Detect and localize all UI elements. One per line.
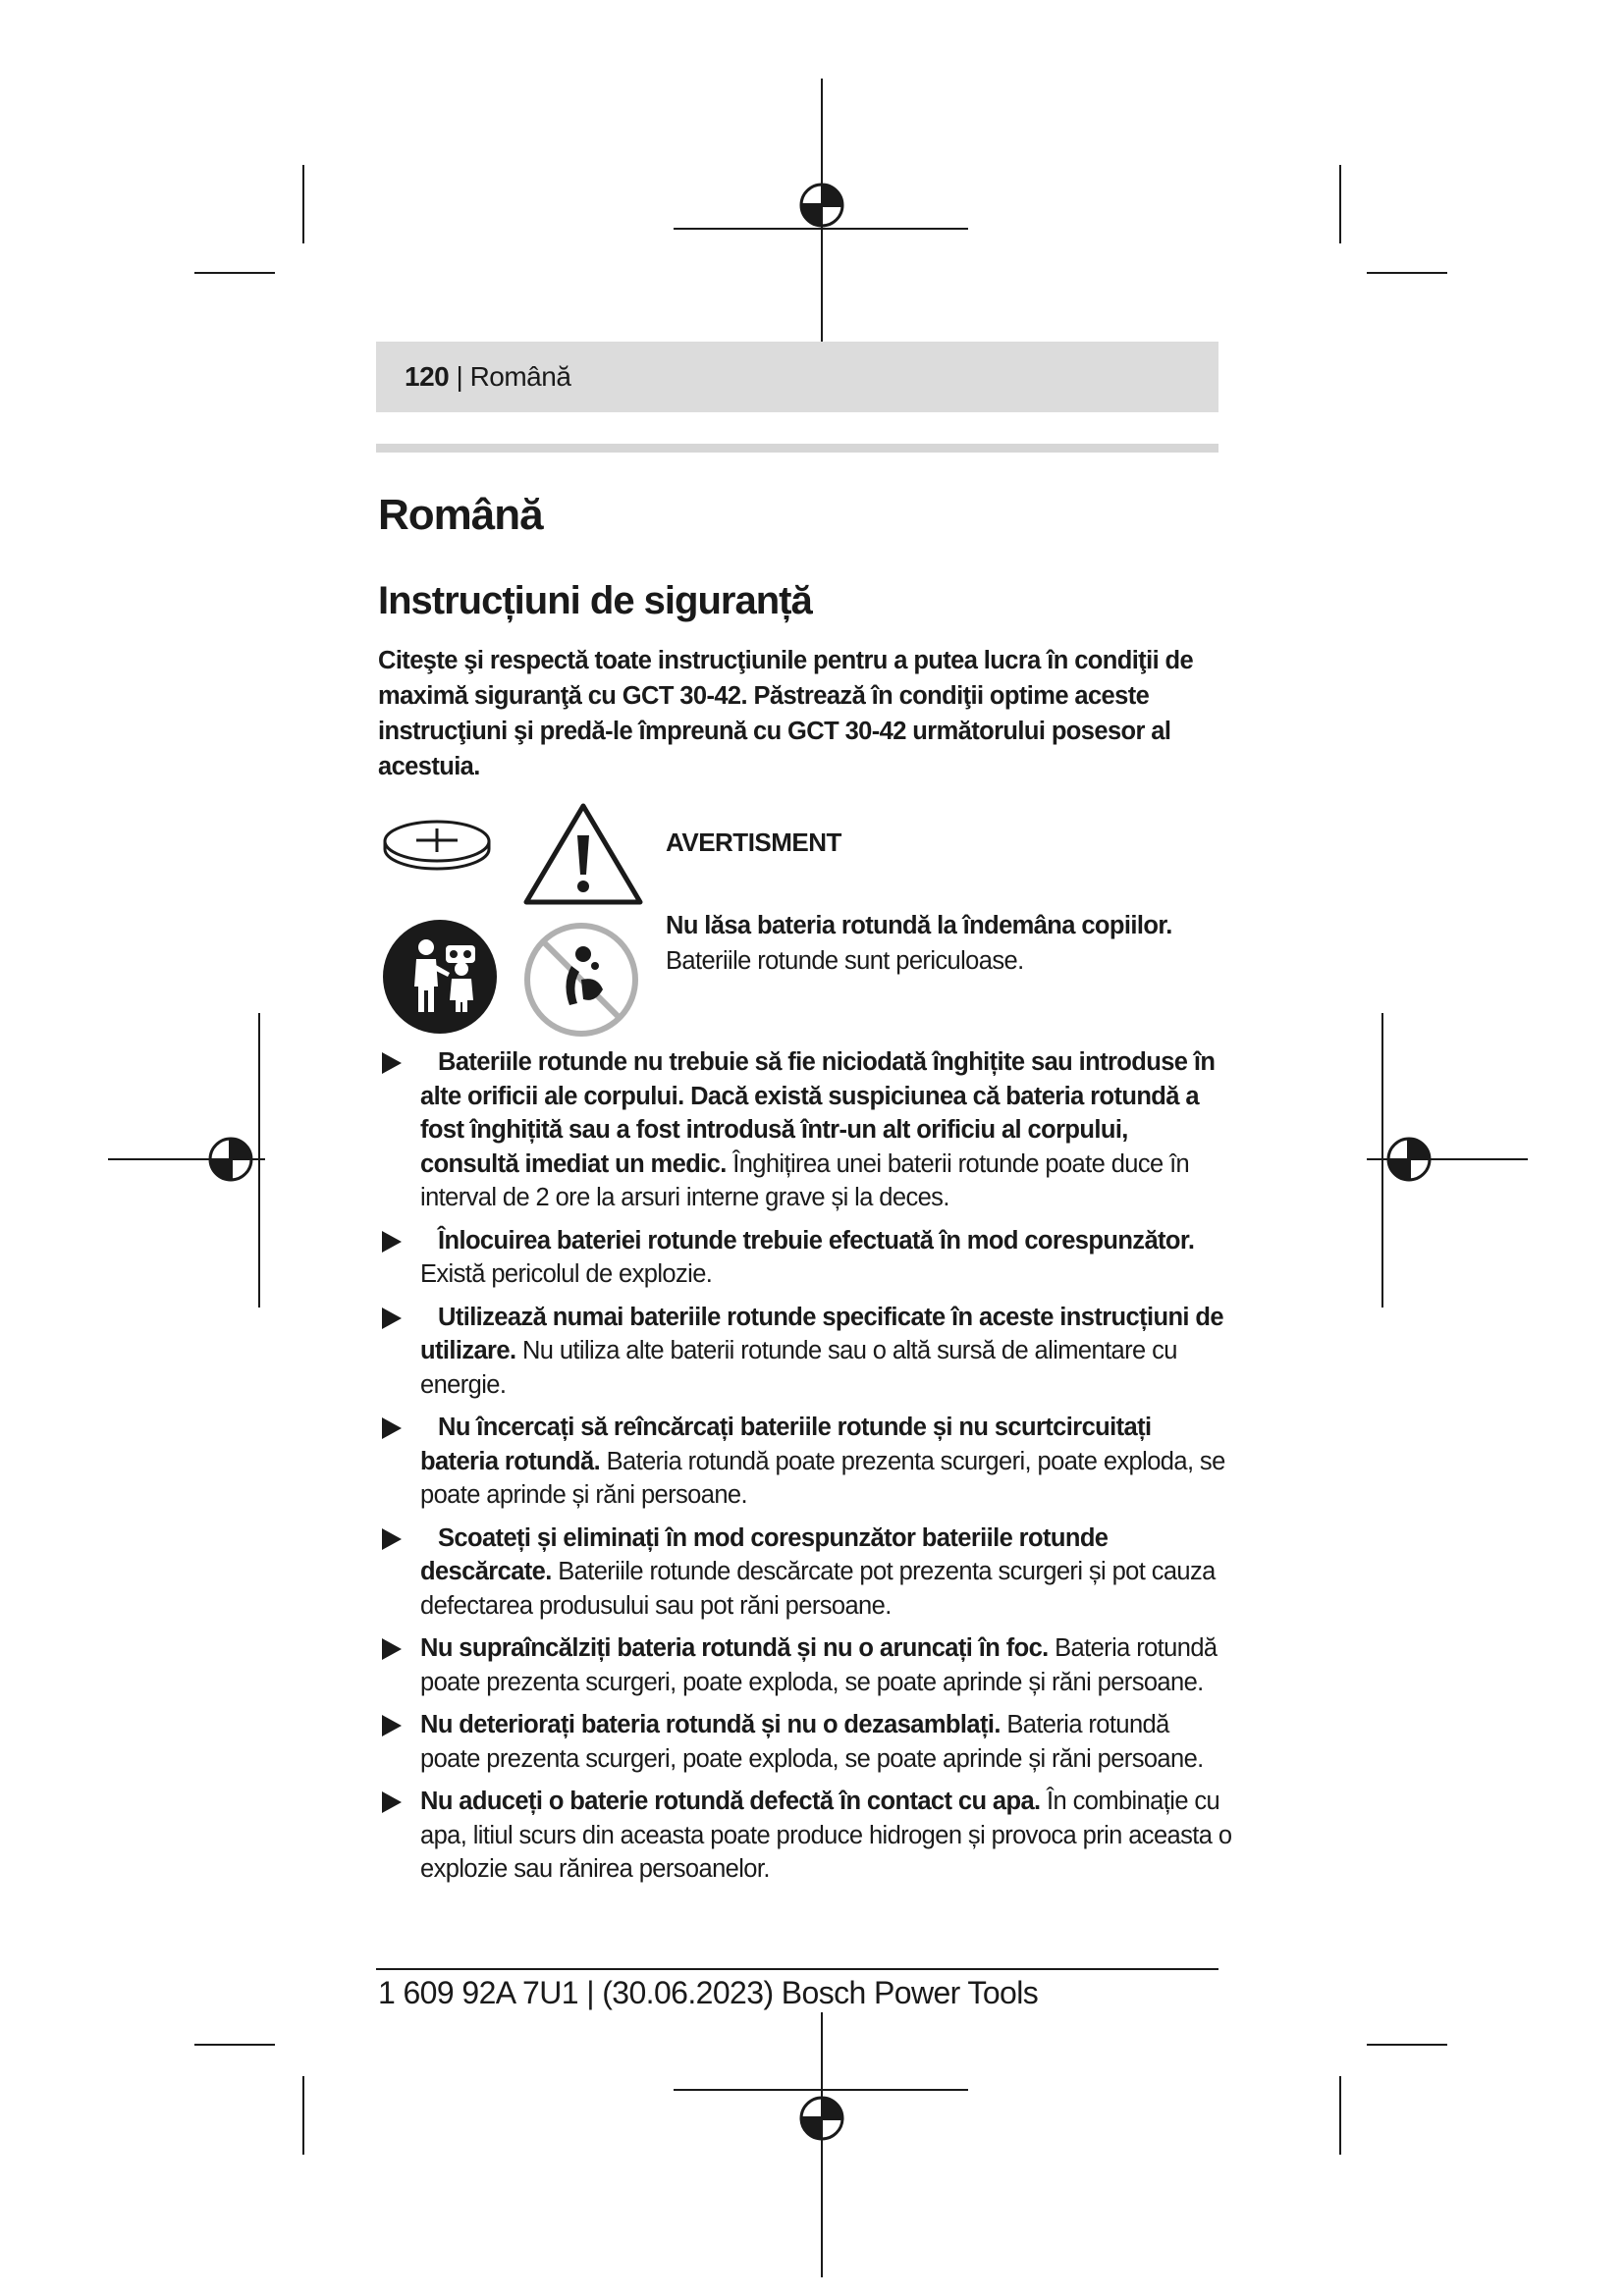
warning-label: AVERTISMENT bbox=[666, 828, 841, 857]
page-number: 120 bbox=[405, 361, 450, 392]
list-item bbox=[378, 1411, 1232, 1513]
warning-body-text: Bateriile rotunde sunt periculoase. bbox=[666, 947, 1024, 975]
bullet-triangle-icon bbox=[382, 1052, 402, 1074]
list-item bbox=[378, 1708, 1232, 1776]
bullet-triangle-icon bbox=[382, 1417, 402, 1439]
list-item bbox=[378, 1631, 1232, 1699]
crop-mark bbox=[302, 165, 304, 243]
list-item bbox=[378, 1224, 1232, 1292]
keep-away-from-children-icon bbox=[381, 918, 499, 1036]
instruction-text: Bateria rotundă poate prezenta scurgeri, poate exploda, se poate aprinde și răni persoane. bbox=[420, 1634, 1218, 1696]
intro-paragraph: Citeşte şi respectă toate instrucţiunile pentru a putea lucra în condiţii de maximă siguranţă cu GCT 30-42. Păstrează în condiţii optime aceste instrucţiuni şi predă-le împreună cu GCT 30-42 următorului posesor al acestuia. bbox=[378, 647, 1194, 780]
registration-mark-icon bbox=[1380, 1130, 1438, 1189]
instruction-bold: Utilizează numai bateriile rotunde specificate în aceste instrucțiuni de utilizare. bbox=[420, 1303, 1223, 1364]
registration-mark-icon bbox=[792, 2089, 851, 2148]
instruction-text: Bateriile rotunde descărcate pot prezenta scurgeri și pot cauza defectarea produsului sau pot răni persoane. bbox=[420, 1558, 1216, 1620]
crop-mark bbox=[302, 2076, 304, 2155]
instruction-text: Nu utiliza alte baterii rotunde sau o altă sursă de alimentare cu energie. bbox=[420, 1337, 1177, 1399]
section-title: Instrucțiuni de siguranță bbox=[378, 579, 812, 622]
crop-mark bbox=[194, 272, 275, 274]
instruction-bold: Bateriile rotunde nu trebuie să fie niciodată înghițite sau introduse în alte orificii ale corpului. Dacă există suspiciunea că bateria rotundă a fost înghițită sau a fost introdusă într-un alt orificiu al corpului, consultă imediat un medic. bbox=[420, 1048, 1216, 1178]
instruction-bold: Nu deteriorați bateria rotundă și nu o dezasamblați. bbox=[420, 1711, 1001, 1738]
instruction-bold: Nu supraîncălziți bateria rotundă și nu o aruncați în foc. bbox=[420, 1634, 1049, 1662]
instruction-bold: Nu încercați să reîncărcați bateriile rotunde și nu scurtcircuitați bateria rotundă. bbox=[420, 1414, 1152, 1475]
list-item bbox=[378, 1045, 1232, 1215]
page-header bbox=[405, 361, 570, 393]
crop-mark bbox=[1367, 272, 1447, 274]
warning-text bbox=[666, 908, 1216, 979]
bullet-triangle-icon bbox=[382, 1528, 402, 1550]
list-item bbox=[378, 1522, 1232, 1624]
do-not-swallow-icon bbox=[522, 921, 640, 1039]
header-separator: | bbox=[449, 361, 470, 392]
crop-mark bbox=[1339, 2076, 1341, 2155]
crop-mark bbox=[1339, 165, 1341, 243]
list-item bbox=[378, 1785, 1232, 1887]
instruction-text: Înghițirea unei baterii rotunde poate duce în interval de 2 ore la arsuri interne grave și la deces. bbox=[420, 1149, 1190, 1211]
instruction-bold: Nu aduceți o baterie rotundă defectă în contact cu apa. bbox=[420, 1788, 1041, 1815]
header-section: Română bbox=[469, 361, 571, 392]
registration-mark-icon bbox=[792, 176, 851, 235]
warning-triangle-icon bbox=[522, 800, 645, 908]
instruction-text: Există pericolul de explozie. bbox=[420, 1260, 713, 1288]
coin-cell-battery-icon bbox=[381, 815, 494, 874]
instruction-bold: Scoateți și eliminați în mod corespunzător bateriile rotunde descărcate. bbox=[420, 1523, 1109, 1585]
safety-instructions-list bbox=[378, 1045, 1232, 1896]
footer-rule bbox=[376, 1968, 1218, 1970]
header-rule bbox=[376, 444, 1218, 453]
bullet-triangle-icon bbox=[382, 1791, 402, 1813]
registration-mark-icon bbox=[201, 1130, 260, 1189]
bullet-triangle-icon bbox=[382, 1308, 402, 1329]
bullet-triangle-icon bbox=[382, 1638, 402, 1660]
list-item bbox=[378, 1301, 1232, 1403]
instruction-text: Bateria rotundă poate prezenta scurgeri, poate exploda, se poate aprinde și răni persoane. bbox=[420, 1447, 1225, 1509]
instruction-text: Bateria rotundă poate prezenta scurgeri, poate exploda, se poate aprinde și răni persoane. bbox=[420, 1711, 1204, 1773]
bullet-triangle-icon bbox=[382, 1715, 402, 1736]
crop-mark bbox=[194, 2044, 275, 2046]
page-footer: 1 609 92A 7U1 | (30.06.2023) Bosch Power Tools bbox=[378, 1975, 1039, 2010]
instruction-text: În combinație cu apa, litiul scurs din aceasta poate produce hidrogen și provoca prin aceasta o explozie sau rănirea persoanelor. bbox=[420, 1788, 1232, 1883]
instruction-bold: Înlocuirea bateriei rotunde trebuie efectuată în mod corespunzător. bbox=[438, 1226, 1195, 1255]
bullet-triangle-icon bbox=[382, 1231, 402, 1253]
language-title: Română bbox=[378, 491, 543, 539]
warning-bold-text: Nu lăsa bateria rotundă la îndemâna copiilor. bbox=[666, 912, 1172, 939]
crop-mark bbox=[1367, 2044, 1447, 2046]
